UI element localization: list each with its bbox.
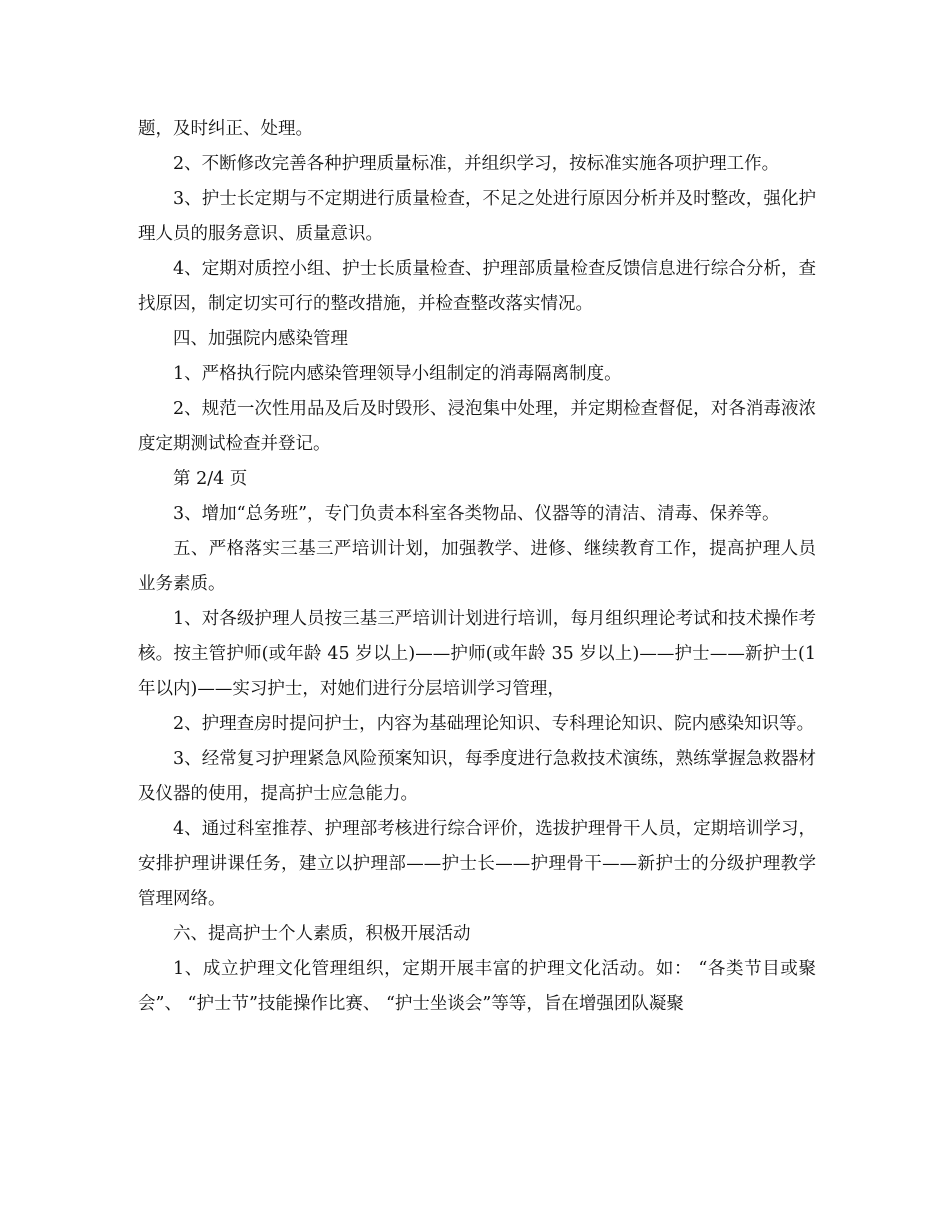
paragraph-12: 2、护理查房时提问护士，内容为基础理论知识、专科理论知识、院内感染知识等。	[173, 714, 815, 734]
paragraph-1: 题，及时纠正、处理。	[138, 119, 313, 139]
paragraph-3: 3、护士长定期与不定期进行质量检查，不足之处进行原因分析并及时整改，强化护理人员的服务意识、质量意识。	[138, 189, 816, 244]
paragraph-14: 4、通过科室推荐、护理部考核进行综合评价，选拔护理骨干人员，定期培训学习，安排护理讲课任务，建立以护理部——护士长——护理骨干——新护士的分级护理教学管理网络。	[138, 819, 816, 909]
paragraph-6: 1、严格执行院内感染管理领导小组制定的消毒隔离制度。	[173, 364, 622, 384]
paragraph-4: 4、定期对质控小组、护士长质量检查、护理部质量检查反馈信息进行综合分析，查找原因，制定切实可行的整改措施，并检查整改落实情况。	[138, 259, 816, 314]
section-heading-5: 五、严格落实三基三严培训计划，加强教学、进修、继续教育工作，提高护理人员业务素质。	[138, 539, 816, 594]
paragraph-13: 3、经常复习护理紧急风险预案知识，每季度进行急救技术演练，熟练掌握急救器材及仪器的使用，提高护士应急能力。	[138, 749, 816, 804]
paragraph-16: 1、成立护理文化管理组织，定期开展丰富的护理文化活动。如： “各类节目或聚会”、 “护士节”技能操作比赛、 “护士坐谈会”等等，旨在增强团队凝聚	[138, 959, 816, 1014]
page-number: 第 2/4 页	[173, 469, 248, 489]
paragraph-11: 1、对各级护理人员按三基三严培训计划进行培训，每月组织理论考试和技术操作考核。按主管护师(或年龄 45 岁以上)——护师(或年龄 35 岁以上)——护士——新护士(1 年以内)——实习护士，对她们进行分层培训学习管理，	[138, 609, 816, 699]
section-heading-4: 四、加强院内感染管理	[173, 329, 348, 349]
paragraph-2: 2、不断修改完善各种护理质量标准，并组织学习，按标准实施各项护理工作。	[173, 154, 780, 174]
section-heading-6: 六、提高护士个人素质，积极开展活动	[173, 924, 471, 944]
document-body	[138, 112, 816, 1022]
paragraph-7: 2、规范一次性用品及后及时毁形、浸泡集中处理，并定期检查督促，对各消毒液浓度定期测试检查并登记。	[138, 399, 816, 454]
paragraph-9: 3、增加“总务班”，专门负责本科室各类物品、仪器等的清洁、清毒、保养等。	[173, 504, 780, 524]
